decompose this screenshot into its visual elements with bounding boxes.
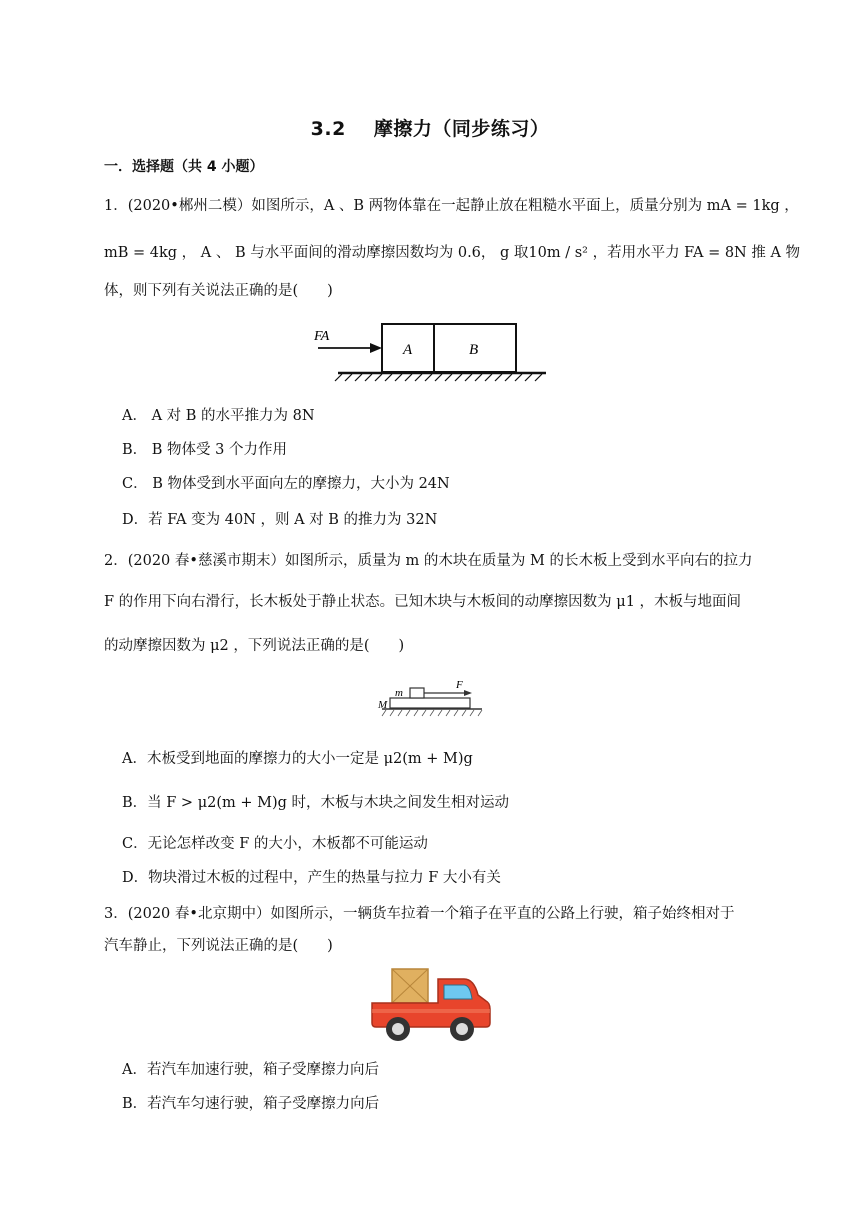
truck-window (444, 985, 472, 999)
long-board (390, 698, 470, 708)
q2-option-c[interactable]: C．无论怎样改变 F 的大小，木板都不可能运动 (122, 836, 428, 852)
q1-stem-line-2: mB = 4kg ， A 、 B 与水平面间的滑动摩擦因数均为 0.6， g 取10m / s² ，若用水平力 FA = 8N 推 A 物 (104, 245, 801, 261)
q3-stem-line-1: 3．(2020 春•北京期中）如图所示，一辆货车拉着一个箱子在平直的公路上行驶，箱子始终相对于 (104, 906, 735, 922)
F-label: F (456, 679, 463, 691)
block-a-label: A (403, 342, 413, 358)
title-text: 摩擦力（同步练习） (373, 118, 550, 140)
q3-truck-figure (368, 965, 492, 1045)
small-block (410, 688, 424, 698)
M-label: M (378, 699, 388, 711)
q2-option-d[interactable]: D．物块滑过木板的过程中，产生的热量与拉力 F 大小有关 (122, 870, 501, 886)
q2-stem-line-3: 的动摩擦因数为 μ2 ，下列说法正确的是( ) (104, 638, 405, 654)
m-label: m (395, 687, 403, 699)
q1-option-d[interactable]: D．若 FA 变为 40N ，则 A 对 B 的推力为 32N (122, 512, 438, 528)
q1-stem-line-3: 体，则下列有关说法正确的是( ) (104, 283, 333, 299)
q1-stem-line-1: 1．(2020•郴州二模）如图所示，A 、B 两物体靠在一起静止放在粗糙水平面上，质量分别为 mA = 1kg ， (104, 198, 799, 214)
q3-option-a[interactable]: A．若汽车加速行驶，箱子受摩擦力向后 (122, 1062, 379, 1078)
q1-blocks-figure (310, 318, 550, 382)
q3-stem-line-2: 汽车静止，下列说法正确的是( ) (104, 938, 333, 954)
page-title (0, 114, 860, 141)
q2-stem-line-2: F 的作用下向右滑行，长木板处于静止状态。已知木块与木板间的动摩擦因数为 μ1 ，木板与地面间 (104, 594, 742, 610)
q2-board-figure (376, 676, 486, 718)
q2-stem-line-1: 2．(2020 春•慈溪市期末）如图所示，质量为 m 的木块在质量为 M 的长木板上受到水平向右的拉力 (104, 553, 753, 569)
force-label: FA (314, 329, 330, 344)
block-b-label: B (469, 342, 479, 358)
q3-option-b[interactable]: B．若汽车匀速行驶，箱子受摩擦力向后 (122, 1096, 380, 1112)
q1-option-c[interactable]: C． B 物体受到水平面向左的摩擦力，大小为 24N (122, 476, 450, 492)
truck-body (372, 979, 490, 1027)
q2-option-b[interactable]: B．当 F > μ2(m + M)g 时，木板与木块之间发生相对运动 (122, 795, 510, 811)
q1-option-a[interactable]: A． A 对 B 的水平推力为 8N (122, 408, 315, 424)
q1-option-b[interactable]: B． B 物体受 3 个力作用 (122, 442, 287, 458)
section-heading: 一．选择题（共 4 小题） (104, 159, 264, 175)
section-number: 3.2 (310, 118, 346, 140)
q2-option-a[interactable]: A．木板受到地面的摩擦力的大小一定是 μ2(m + M)g (122, 751, 473, 767)
